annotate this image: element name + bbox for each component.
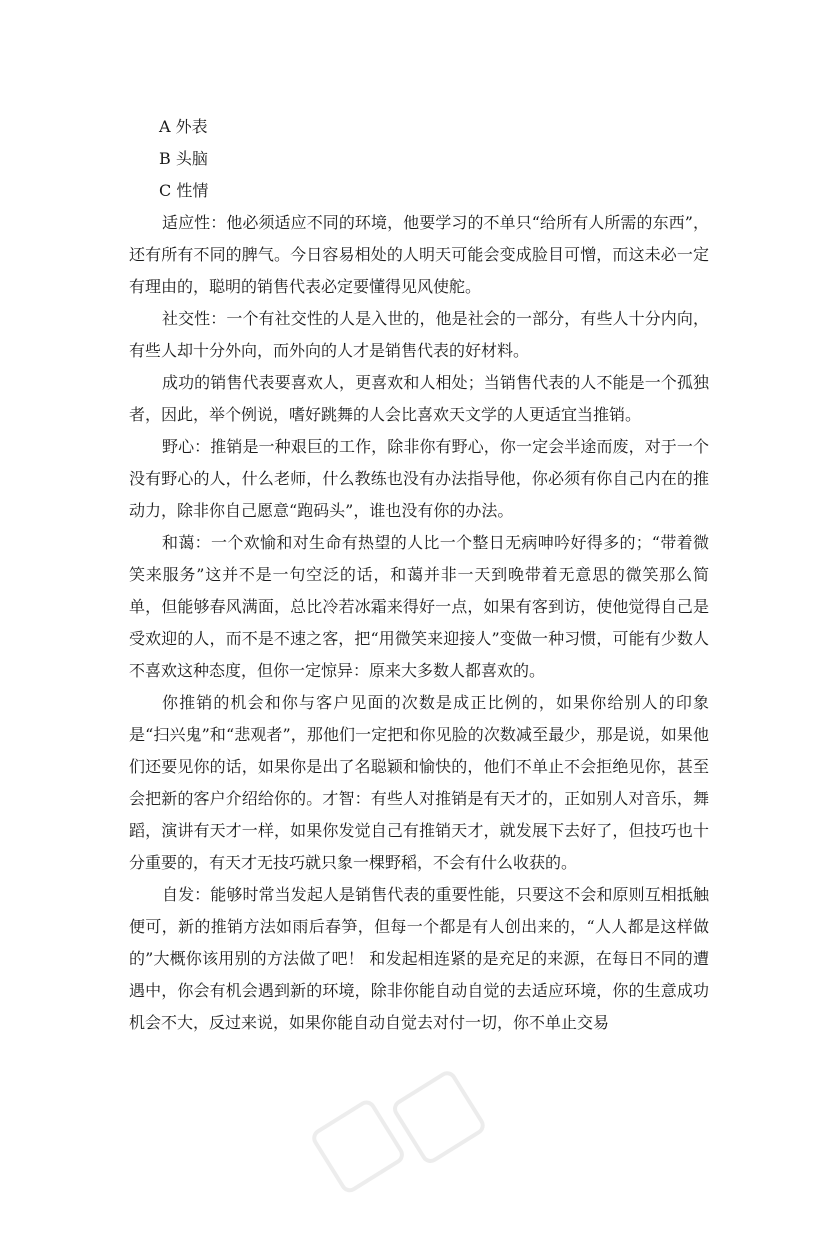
paragraph-ambition: 野心：推销是一种艰巨的工作，除非你有野心，你一定会半途而废，对于一个没有野心的人，什么老师，什么教练也没有办法指导他，你必须有你自己内在的推动力，除非你自己愿意“跑码头”，谁也没有你的办法。: [129, 437, 709, 520]
option-a: A 外表: [159, 117, 208, 136]
watermark-logo: [308, 1045, 521, 1245]
paragraph-likes-people: 成功的销售代表要喜欢人，更喜欢和人相处；当销售代表的人不能是一个孤独者，因此，举个例说，嗜好跳舞的人会比喜欢天文学的人更适宜当推销。: [129, 373, 709, 424]
paragraph-sociability: 社交性：一个有社交性的人是入世的，他是社会的一部分，有些人十分内向，有些人却十分外向，而外向的人才是销售代表的好材料。: [129, 309, 709, 360]
document-body: [129, 111, 709, 1039]
paragraph-initiative: 自发：能够时常当发起人是销售代表的重要性能，只要这不会和原则互相抵触便可，新的推销方法如雨后春笋，但每一个都是有人创出来的，“人人都是这样做的”大概你该用别的方法做了吧！ 和发起相连紧的是充足的来源，在每日不同的遭遇中，你会有机会遇到新的环境，除非你能自动自觉的去适应环境，你的生意成功机会不大，反过来说，如果你能自动自觉去对付一切，你不单止交易: [129, 885, 709, 1032]
paragraph-opportunity-talent: 你推销的机会和你与客户见面的次数是成正比例的，如果你给别人的印象是“扫兴鬼”和“悲观者”，那他们一定把和你见脸的次数减至最少，那是说，如果他们还要见你的话，如果你是出了名聪颖和愉快的，他们不单止不会拒绝见你，甚至会把新的客户介绍给你的。才智：有些人对推销是有天才的，正如别人对音乐，舞蹈，演讲有天才一样，如果你发觉自己有推销天才，就发展下去好了，但技巧也十分重要的，有天才无技巧就只象一棵野稻，不会有什么收获的。: [129, 693, 709, 872]
option-c: C 性情: [159, 181, 209, 200]
paragraph-amiability: 和蔼：一个欢愉和对生命有热望的人比一个整日无病呻吟好得多的；“带着微笑来服务”这并不是一句空泛的话，和蔼并非一天到晚带着无意思的微笑那么简单，但能够春风满面，总比冷若冰霜来得好一点，如果有客到访，使他觉得自己是受欢迎的人，而不是不速之客，把“用微笑来迎接人”变做一种习惯，可能有少数人不喜欢这种态度，但你一定惊异：原来大多数人都喜欢的。: [129, 533, 709, 680]
paragraph-adaptability: 适应性：他必须适应不同的环境，他要学习的不单只“给所有人所需的东西”，还有所有不同的脾气。今日容易相处的人明天可能会变成脸目可憎，而这未必一定有理由的，聪明的销售代表必定要懂得见风使舵。: [129, 213, 709, 296]
option-b: B 头脑: [159, 149, 208, 168]
